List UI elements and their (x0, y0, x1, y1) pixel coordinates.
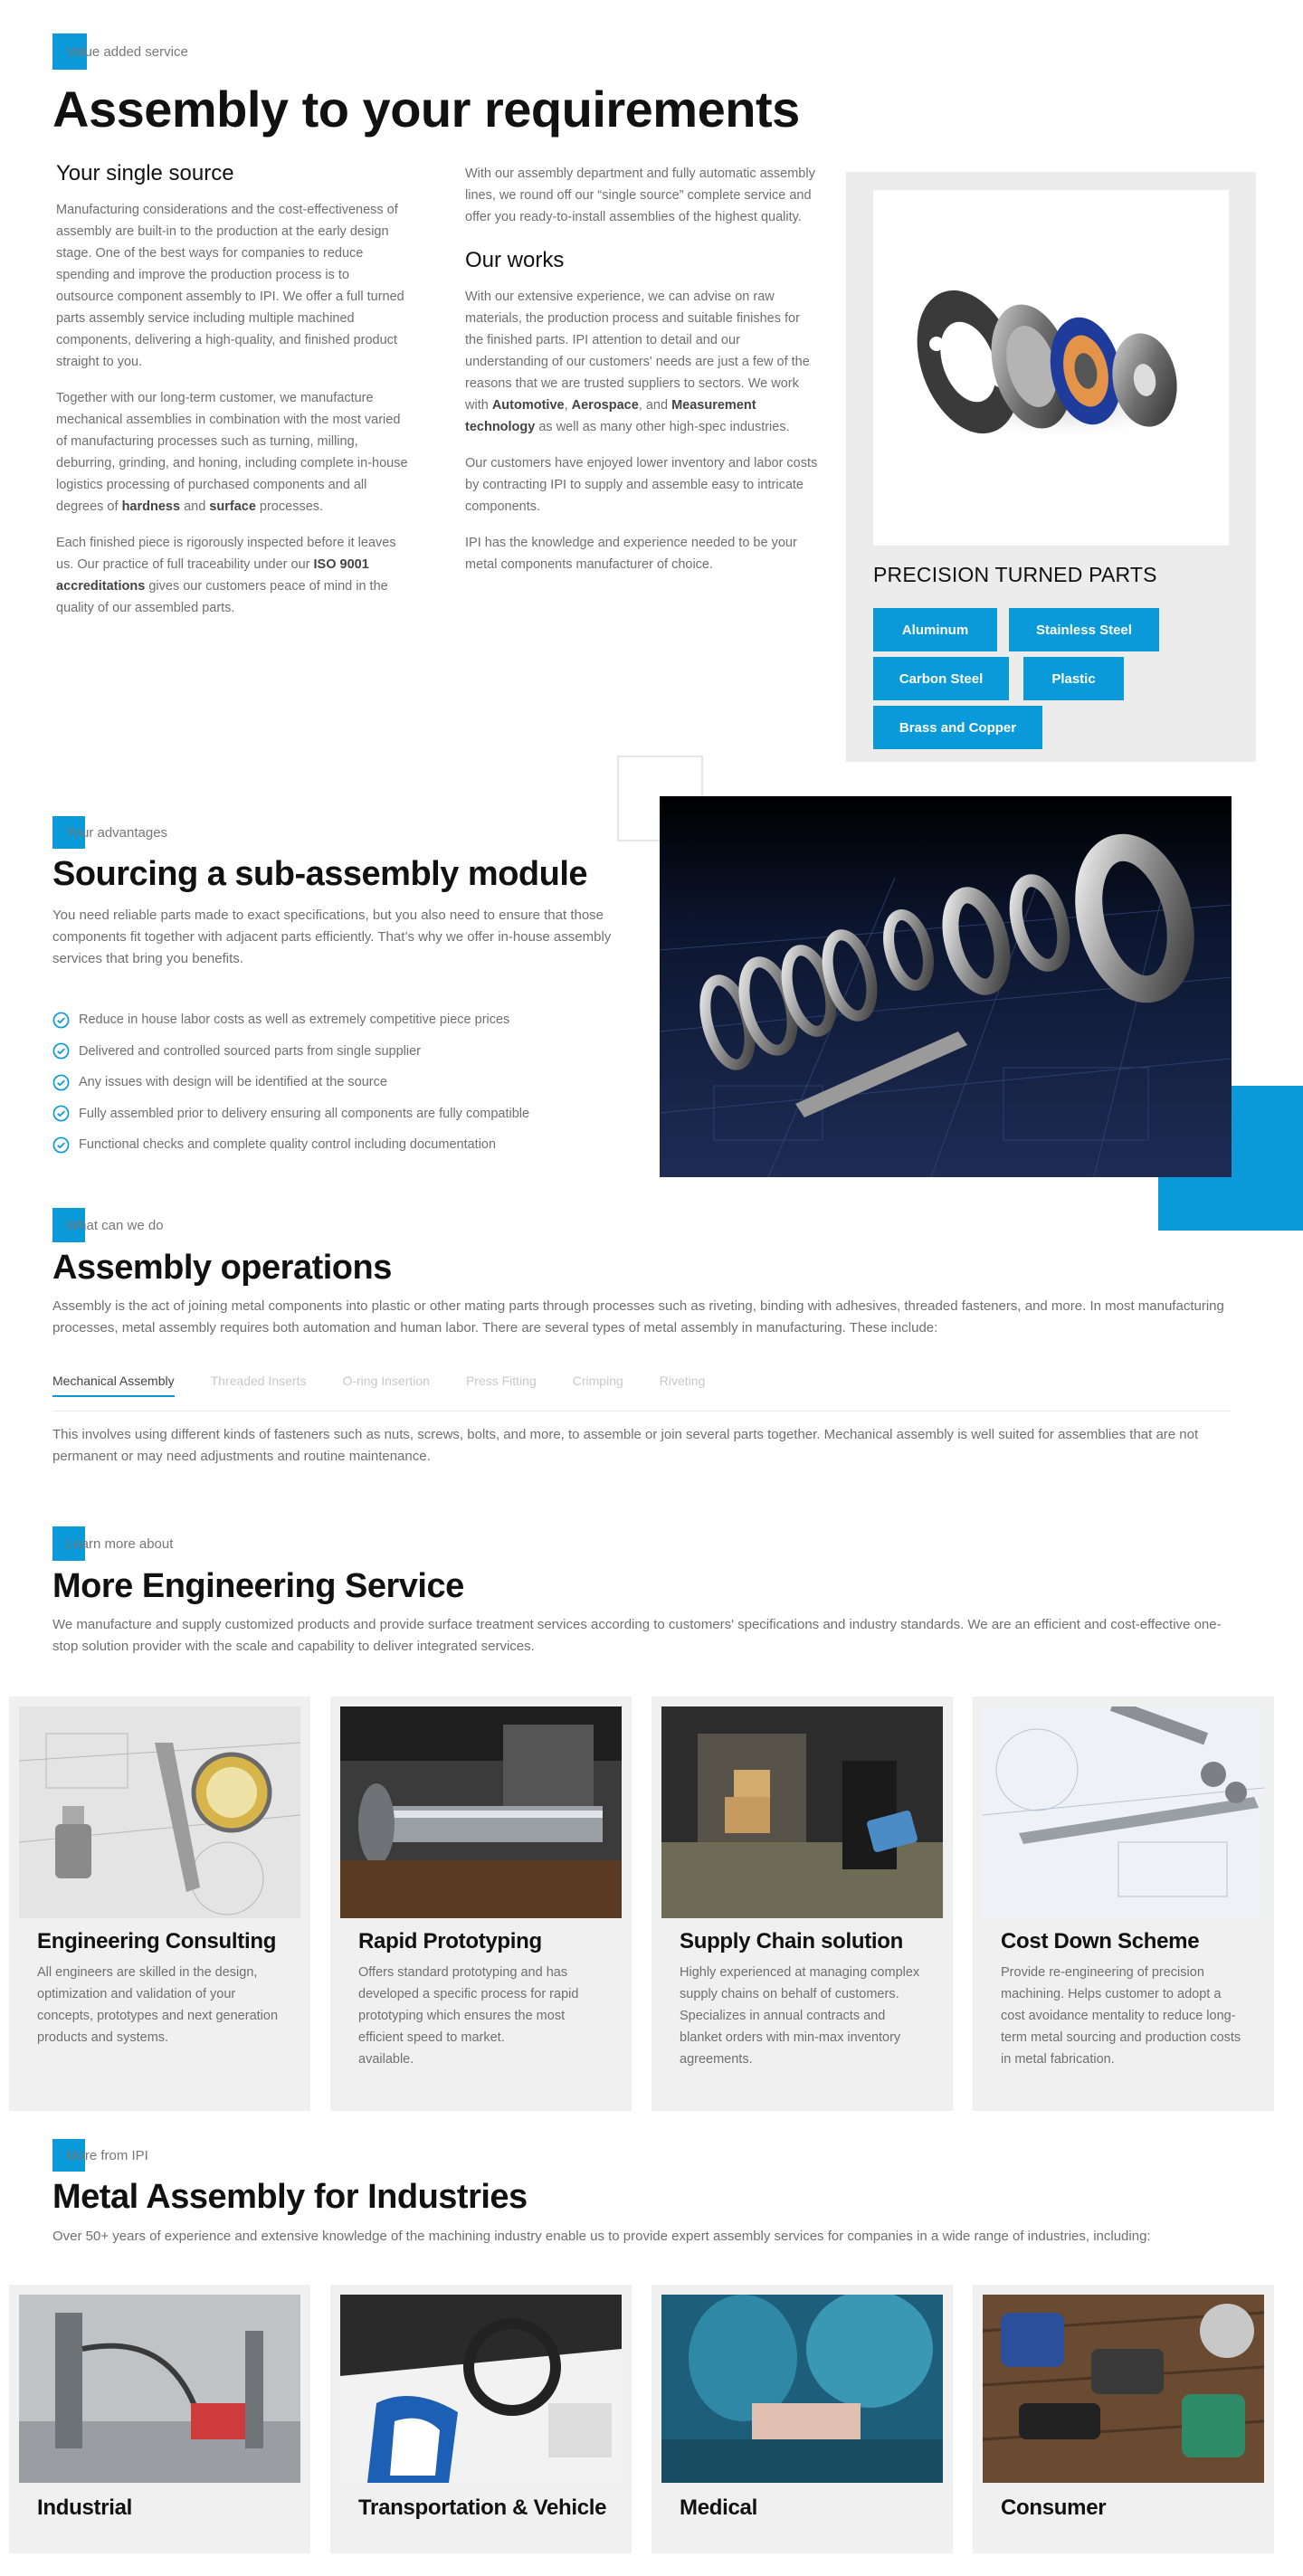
eyebrow-label: Your advantages (66, 824, 168, 841)
tab-riveting[interactable]: Riveting (659, 1374, 706, 1388)
engineering-service-description: We manufacture and supply customized products and provide surface treatment services according to customers' specifications and industry standards. We are an efficient and cost-effective one-stop solution provider with the scale and capability to deliver integrated services. (52, 1617, 1222, 1654)
chip-stainless-steel[interactable]: Stainless Steel (1009, 608, 1159, 651)
text: , and (638, 398, 672, 413)
power-tools-image (983, 2295, 1264, 2483)
industries-title: Metal Assembly for Industries (52, 2178, 528, 2216)
service-card-supply-chain[interactable] (652, 1697, 953, 2111)
service-card-cost-down[interactable] (973, 1697, 1274, 2111)
our-works-p2: Our customers have enjoyed lower inventory and labor costs by contracting IPI to supply and assemble easy to intricate components. (465, 456, 818, 514)
calipers-image (19, 1706, 300, 1918)
check-circle-icon (52, 1136, 70, 1154)
text: Each finished piece is rigorously inspected before it leaves us. Our practice of full traceability under our (56, 536, 396, 572)
single-source-p3 (56, 532, 409, 619)
eyebrow-what-we-do (52, 1208, 164, 1242)
card-title: Medical (680, 2495, 757, 2520)
cnc-turning-image (340, 1706, 622, 1918)
check-circle-icon (52, 1042, 70, 1060)
engineering-service-title: More Engineering Service (52, 1567, 464, 1605)
benefit-text: Delivered and controlled sourced parts from single supplier (79, 1043, 421, 1059)
list-item (52, 1036, 632, 1068)
card-text: All engineers are skilled in the design, optimization and validation of your concepts, prototypes and next generation products and systems. (37, 1965, 279, 2045)
industry-card-consumer[interactable] (973, 2285, 1274, 2553)
benefit-text: Functional checks and complete quality control including documentation (79, 1137, 497, 1153)
benefit-text: Any issues with design will be identified at the source (79, 1075, 387, 1090)
text: available. (358, 2052, 414, 2067)
card-title: Engineering Consulting (37, 1929, 277, 1953)
tab-mechanical-assembly[interactable]: Mechanical Assembly (52, 1368, 175, 1397)
industries-description: Over 50+ years of experience and extensive knowledge of the machining industry enable us to provide expert assembly services for companies in a wide range of industries, including: (52, 2229, 1151, 2244)
single-source-heading: Your single source (56, 161, 234, 185)
eyebrow-label: Learn more about (66, 1535, 174, 1552)
eyebrow-learn-more (52, 1526, 173, 1561)
industry-card-transportation[interactable] (330, 2285, 632, 2553)
sourcing-title: Sourcing a sub-assembly module (52, 855, 588, 893)
tab-press-fitting[interactable]: Press Fitting (465, 1374, 537, 1388)
bold-aerospace: Aerospace (571, 398, 639, 413)
assembly-parts-image (873, 190, 1229, 546)
text: as well as many other high-spec industries. (535, 420, 790, 434)
eyebrow-advantages (52, 816, 167, 849)
bold-measurement: Measurement technology (465, 398, 756, 434)
card-text (358, 1962, 603, 2070)
card-text: Highly experienced at managing complex supply chains on behalf of customers. Specializes in annual contracts and blanket orders with min-max inventory agreements. (680, 1965, 920, 2067)
benefit-text: Reduce in house labor costs as well as extremely competitive piece prices (79, 1012, 510, 1028)
benefits-list (52, 1004, 632, 1161)
card-title: Rapid Prototyping (358, 1929, 542, 1953)
text: and (180, 499, 210, 514)
sourcing-description: You need reliable parts made to exact specifications, but you also need to ensure that those components fit together with adjacent parts efficiently. That’s why we offer in-house assembly services that bring you benefits. (52, 908, 612, 966)
vehicle-interior-image (340, 2295, 622, 2483)
card-title: Transportation & Vehicle (358, 2495, 607, 2520)
assembly-tabs (52, 1368, 1231, 1412)
chip-aluminum[interactable]: Aluminum (873, 608, 997, 651)
precision-parts-box (846, 172, 1256, 762)
check-circle-icon (52, 1074, 70, 1091)
industry-card-medical[interactable] (652, 2285, 953, 2553)
service-card-engineering[interactable] (9, 1697, 310, 2111)
tab-threaded-inserts[interactable]: Threaded Inserts (210, 1374, 307, 1388)
our-works-heading: Our works (465, 248, 565, 272)
our-works-p3: IPI has the knowledge and experience needed to be your metal components manufacturer of choice. (465, 536, 797, 572)
card-title: Industrial (37, 2495, 133, 2520)
service-card-prototyping[interactable] (330, 1697, 632, 2111)
text: With our extensive experience, we can advise on raw materials, the production process and suitable finishes for the finished parts. IPI attention to detail and our understanding of our customers' needs are just a few of the reasons that we are trusted suppliers to sectors. We work with (465, 290, 810, 413)
tab-crimping[interactable]: Crimping (572, 1374, 623, 1388)
our-works-p1 (465, 286, 818, 438)
list-item (52, 1129, 632, 1161)
assembly-operations-title: Assembly operations (52, 1249, 392, 1287)
eyebrow-value-added (52, 33, 188, 70)
text: Offers standard prototyping and has developed a specific process for rapid prototyping which ensures the most efficient speed to market. (358, 1965, 579, 2045)
warehouse-image (661, 1706, 943, 1918)
chip-carbon-steel[interactable]: Carbon Steel (873, 657, 1009, 700)
tab-panel-description: This involves using different kinds of fasteners such as nuts, screws, bolts, and more, to assemble or join several parts together. Mechanical assembly is well suited for assemblies that are not permanent or may need adjustments and routine maintenance. (52, 1427, 1199, 1464)
chip-plastic[interactable]: Plastic (1023, 657, 1124, 700)
card-title: Supply Chain solution (680, 1929, 904, 1953)
page-title: Assembly to your requirements (52, 81, 800, 138)
our-works-column (465, 163, 818, 590)
bold-surface: surface (209, 499, 256, 514)
card-text: Provide re-engineering of precision machining. Helps customer to adopt a cost avoidance mentality to reduce long-term metal sourcing and production costs in metal fabrication. (1001, 1965, 1241, 2067)
eyebrow-label: More from IPI (66, 2147, 148, 2163)
eyebrow-label: What can we do (66, 1217, 164, 1233)
single-source-column (56, 161, 409, 633)
blueprint-tools-image (983, 1706, 1264, 1918)
eyebrow-more-from-ipi (52, 2139, 148, 2172)
medical-surgery-image (661, 2295, 943, 2483)
card-title: Cost Down Scheme (1001, 1929, 1200, 1953)
industry-card-industrial[interactable] (9, 2285, 310, 2553)
list-item (52, 1098, 632, 1130)
precision-parts-title: PRECISION TURNED PARTS (873, 563, 1157, 586)
text: , (564, 398, 572, 413)
benefit-text: Fully assembled prior to delivery ensuring all components are fully compatible (79, 1106, 530, 1121)
text: Together with our long-term customer, we manufacture mechanical assemblies in combination with the most varied of manufacturing processes such as turning, milling, deburring, grinding, and honing, including complete in-house logistics processing of purchased components and all degrees of (56, 391, 408, 514)
bold-iso: ISO 9001 accreditations (56, 557, 369, 594)
assembly-dept-paragraph: With our assembly department and fully automatic assembly lines, we round off our “single source” complete service and offer you ready-to-install assemblies of the highest quality. (465, 166, 815, 224)
assembly-operations-description: Assembly is the act of joining metal components into plastic or other mating parts through processes such as riveting, binding with adhesives, threaded fasteners, and more. In most manufacturing processes, metal assembly requires both automation and human labor. There are several types of metal assembly in manufacturing. These include: (52, 1298, 1224, 1336)
single-source-p1: Manufacturing considerations and the cost-effectiveness of assembly are built-in to the production at the early design stage. One of the best ways for companies to reduce spending and improve the production process is to outsource component assembly to IPI. We offer a full turned parts assembly service including multiple machined components, delivering a high-quality, and finished product straight to you. (56, 203, 404, 369)
list-item (52, 1004, 632, 1036)
tab-o-ring-insertion[interactable]: O-ring Insertion (342, 1374, 430, 1388)
chip-brass-copper[interactable]: Brass and Copper (873, 706, 1042, 749)
check-circle-icon (52, 1012, 70, 1029)
bold-automotive: Automotive (491, 398, 565, 413)
text: gives our customers peace of mind in the quality of our assembled parts. (56, 579, 388, 615)
single-source-p2 (56, 387, 409, 518)
industrial-image (19, 2295, 300, 2483)
card-title: Consumer (1001, 2495, 1107, 2520)
bearing-blueprint-image (660, 796, 1232, 1177)
bold-hardness: hardness (121, 499, 181, 514)
check-circle-icon (52, 1105, 70, 1122)
eyebrow-label: Value added service (66, 43, 188, 60)
text: processes. (255, 499, 324, 514)
list-item (52, 1067, 632, 1098)
